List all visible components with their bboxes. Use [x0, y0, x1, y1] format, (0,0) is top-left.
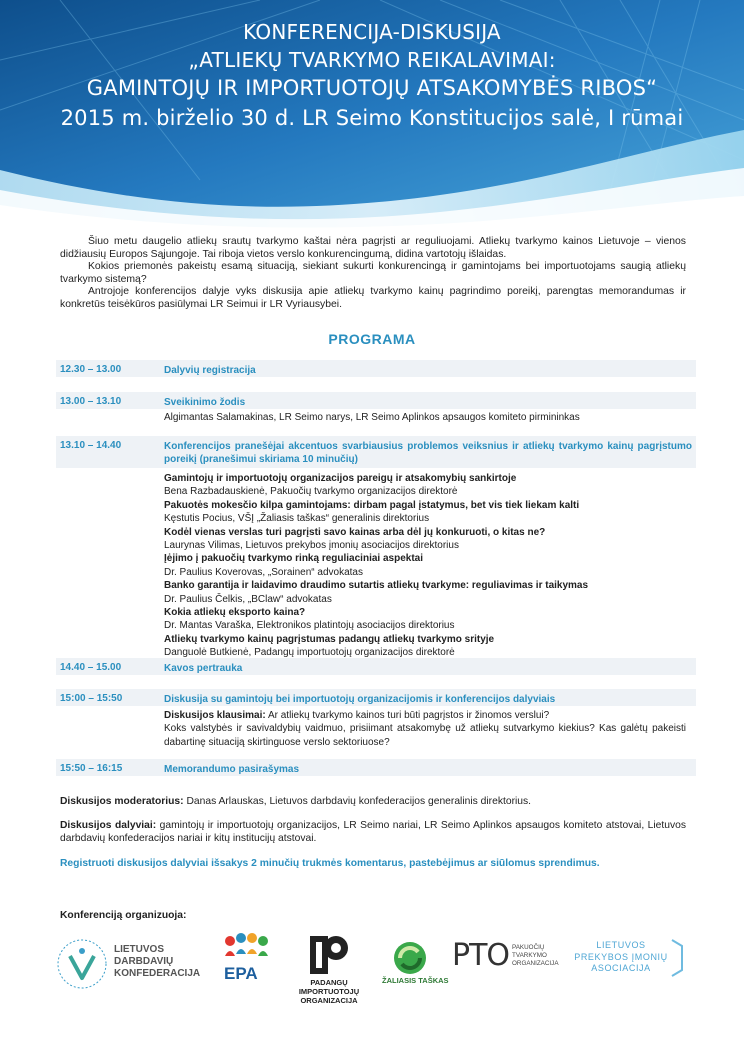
- program-title: Dalyvių registracija: [164, 365, 256, 376]
- header-line-1: KONFERENCIJA-DISKUSIJA: [243, 20, 501, 44]
- talk-topic: Atliekų tvarkymo kainų pagrįstumas padangų atliekų tvarkymo srityje: [164, 633, 495, 645]
- epa-text: EPA: [224, 964, 258, 983]
- talk-speaker: Bena Razbadauskienė, Pakuočių tvarkymo organizacijos direktorė: [164, 486, 458, 498]
- programa-heading: PROGRAMA: [328, 331, 416, 347]
- talk-speaker: Dr. Paulius Čelkis, „BClaw“ advokatas: [164, 593, 332, 605]
- program-title: Memorandumo pasirašymas: [164, 764, 300, 775]
- talk-topic: Gamintojų ir importuotojų organizacijos pareigų ir atsakomybių sankirtoje: [164, 473, 517, 484]
- pio-line-1: PADANGŲ: [310, 978, 348, 987]
- header-line-3: GAMINTOJŲ IR IMPORTUOTOJŲ ATSAKOMYBĖS RIBOS“: [86, 76, 658, 100]
- talk-topic: Įėjimo į pakuočių tvarkymo rinką reguliaciniai aspektai: [164, 553, 423, 565]
- lpia-logo: [572, 938, 688, 982]
- pto-text: PTO: [452, 938, 510, 973]
- pio-line-2: IMPORTUOTOJŲ: [298, 987, 360, 996]
- ldk-emblem-icon: [56, 938, 108, 990]
- program-time: 13.00 – 13.10: [60, 396, 122, 407]
- talks-list: [164, 472, 686, 660]
- lpia-line-3: ASOCIACIJA: [591, 963, 651, 973]
- ldk-line-2: DARBDAVIŲ: [114, 956, 174, 967]
- talk-topic: Kodėl vienas verslas turi pagrįsti savo kainas arba dėl jų konkuruoti, o kitas ne?: [164, 526, 546, 538]
- program-row: [56, 436, 696, 468]
- lpia-line-2: PREKYBOS ĮMONIŲ: [574, 951, 668, 962]
- pto-logo: [452, 940, 558, 980]
- program-time: 15:00 – 15:50: [60, 693, 123, 704]
- moderator-info: [60, 795, 686, 808]
- lpia-bracket-icon: [670, 938, 686, 978]
- pio-tire-icon: [306, 934, 352, 976]
- program-time: 14.40 – 15.00: [60, 662, 122, 673]
- epa-logo: [222, 932, 276, 992]
- program-title: Diskusija su gamintojų bei importuotojų organizacijomis ir konferencijos dalyviais: [164, 694, 556, 705]
- pio-logo: [298, 934, 360, 1010]
- talk-speaker: Dr. Paulius Koverovas, „Sorainen“ advokatas: [164, 566, 363, 578]
- talk-topic: Banko garantija ir laidavimo draudimo sutartis atliekų tvarkyme: reguliavimas ir taikymas: [164, 580, 589, 592]
- ldk-line-1: LIETUVOS: [114, 944, 165, 955]
- registered-note: Registruoti diskusijos dalyviai išsakys 2 minučių trukmės komentarus, pastebėjimus ar siūlomus sprendimus.: [60, 858, 600, 869]
- talk-topic: Pakuotės mokesčio kilpa gamintojams: dirbam pagal įstatymus, bet vis tiek liekam kalti: [164, 499, 580, 511]
- discussion-text-2: Koks valstybės ir savivaldybių vaidmuo, prisiimant atsakomybę už atliekų sutvarkymo kiekius? Kas galėtų pakeisti dabartinę situaciją skirtinguose verslo sektoriuose?: [164, 723, 686, 748]
- pto-line-3: ORGANIZACIJA: [512, 960, 559, 967]
- intro-text: [60, 236, 686, 312]
- green-dot-icon: [392, 940, 428, 976]
- program-title: Konferencijos pranešėjai akcentuos svarbiausius problemos veiksnius ir atliekų tvarkymo kainų pagrįstumo poreikį (pranešimui skiriama 10 minučių): [164, 441, 692, 465]
- discussion-label: Diskusijos klausimai:: [164, 710, 266, 721]
- program-row: [56, 360, 696, 377]
- talk-topic: Kokia atliekų eksporto kaina?: [164, 607, 306, 619]
- ldk-logo: [56, 936, 216, 996]
- intro-paragraph-3: Antrojoje konferencijos dalyje vyks diskusija apie atliekų tvarkymo kainų pagrindimo poreikį, parengtas memorandumas ir konkretūs teisėkūros pasiūlymai LR Seimui ir LR Vyriausybei.: [60, 286, 686, 310]
- program-title: Kavos pertrauka: [164, 663, 243, 674]
- program-time: 12.30 – 13.00: [60, 364, 122, 375]
- program-row: [56, 658, 696, 675]
- talk-speaker: Laurynas Vilimas, Lietuvos prekybos įmonių asociacijos direktorius: [164, 540, 459, 552]
- zt-text: ŽALIASIS TAŠKAS: [382, 976, 449, 985]
- ldk-line-3: KONFEDERACIJA: [114, 968, 201, 979]
- talk-speaker: Kęstutis Pocius, VŠĮ „Žaliasis taškas“ generalinis direktorius: [164, 513, 430, 525]
- participants-text: gamintojų ir importuotojų organizacijos, LR Seimo nariai, LR Seimo Aplinkos apsaugos komiteto atstovai, Lietuvos darbdavių konfederacijos nariai ir kitų institucijų atstovai.: [60, 820, 687, 844]
- program-row: [56, 392, 696, 409]
- lpia-line-1: LIETUVOS: [596, 940, 646, 950]
- welcome-speaker: Algimantas Salamakinas, LR Seimo narys, LR Seimo Aplinkos apsaugos komiteto pirmininkas: [164, 412, 580, 423]
- talk-speaker: Dr. Mantas Varaška, Elektronikos platintojų asociacijos direktorius: [164, 620, 455, 632]
- discussion-questions: [164, 709, 686, 749]
- program-row: [56, 759, 696, 776]
- epa-people-icon: [222, 932, 272, 962]
- intro-paragraph-2: Kokios priemonės pakeistų esamą situaciją, siekiant sukurti konkurencingą ir gamintojams bei importuotojams saugią atliekų tvarkymo sistemą?: [60, 261, 686, 285]
- header-banner: [0, 0, 744, 230]
- organizers-label: Konferenciją organizuoja:: [60, 910, 187, 921]
- pio-line-3: ORGANIZACIJA: [300, 996, 358, 1005]
- program-row: [56, 689, 696, 706]
- participants-info: [60, 819, 686, 845]
- zaliasis-taskas-logo: [382, 940, 449, 990]
- pto-line-1: PAKUOČIŲ: [512, 944, 545, 951]
- intro-paragraph-1: Šiuo metu daugelio atliekų srautų tvarkymo kaštai nėra pagrįsti ar reguliuojami. Atliekų tvarkymo kainos Lietuvoje – vienos didžiausių Europos Sąjungoje. Tai riboja vietos verslo konkurencingumą, didina vartotojų išlaidas.: [60, 236, 686, 260]
- moderator-name: Danas Arlauskas, Lietuvos darbdavių konfederacijos generalinis direktorius.: [183, 796, 532, 807]
- program-time: 15:50 – 16:15: [60, 763, 123, 774]
- pto-line-2: TVARKYMO: [512, 952, 547, 959]
- header-line-4: 2015 m. birželio 30 d. LR Seimo Konstitucijos salė, I rūmai: [60, 106, 684, 130]
- program-detail: [164, 411, 686, 424]
- moderator-label: Diskusijos moderatorius:: [60, 796, 184, 807]
- program-title: Sveikinimo žodis: [164, 397, 246, 408]
- participants-label: Diskusijos dalyviai:: [60, 820, 157, 831]
- header-line-2: „ATLIEKŲ TVARKYMO REIKALAVIMAI:: [188, 48, 556, 72]
- program-time: 13.10 – 14.40: [60, 440, 122, 451]
- talk-speaker: Danguolė Butkienė, Padangų importuotojų organizacijos direktorė: [164, 647, 455, 659]
- discussion-text-1: Ar atliekų tvarkymo kainos turi būti pagrįstos ir žinomos verslui?: [265, 710, 550, 721]
